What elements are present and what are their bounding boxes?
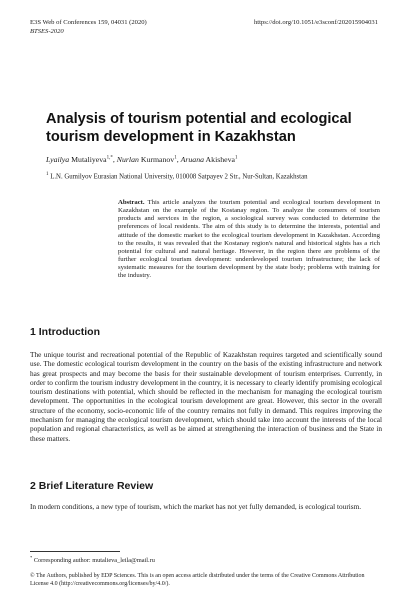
abstract-label: Abstract. <box>118 199 145 206</box>
copyright-notice: © The Authors, published by EDP Sciences. This is an open access article distributed under the terms of the Creative Commons Attribution License 4.0 (http://creativecommons.org/licenses/by/4.0/). <box>30 573 365 587</box>
section-heading-literature-review: 2 Brief Literature Review <box>30 480 154 492</box>
abstract-text: This article analyzes the tourism potential and ecological tourism development in Kazakhstan on the example of the Kostanay region. To analyze the consumers of tourism products and services in the region, a sociological survey was conducted to determine the preferences of local residents. The aim of this study is to determine the interests, potential and attitude of the domestic market to the ecological tourism development in Kazakhstan. According to the results, it was revealed that the Kostanay region's natural and historical sights has a rich potential for cultural and natural heritage. However, in the region there are problems of the further ecological tourism development: underdeveloped tourism infrastructure; the lack of systematic measures for the tourism development by the state body; problems with training for the industry. <box>118 199 380 280</box>
author-first-name: Aruana <box>180 155 205 164</box>
doi-link[interactable]: https://doi.org/10.1051/e3sconf/202015904031 <box>253 19 378 26</box>
footnote <box>30 555 155 564</box>
author-sup: 1,* <box>106 155 113 161</box>
author-first-name: Nurlan <box>116 155 139 164</box>
footnote-text: Corresponding author: mutalieva_leila@mail.ru <box>33 557 155 565</box>
author-sup: 1 <box>174 155 177 161</box>
author-surname: Akisheva <box>205 155 235 164</box>
author-surname: Kurmanov <box>140 155 175 164</box>
section-body-literature-review: In modern conditions, a new type of tourism, which the market has not yet fully demanded, is ecological tourism. <box>30 502 362 511</box>
running-header-left <box>30 19 147 36</box>
footnote-marker: * <box>30 555 33 560</box>
section-body-introduction: The unique tourist and recreational potential of the Republic of Kazakhstan requires targeted and scientifically sound use. The domestic ecological tourism development in the country on the basis of the existing infrastructure and network has great prospects and may become the basis for their sustainable development of tourism enterprises. Currently, in order to confirm the tourism industry development in the country, it is necessary to clearly identify promising ecological tourism destinations with potential, which should be reflected in the mechanism for managing the ecological tourism development. The opportunities in the ecological tourism development are great. However, this sector in the overall structure of the economy, socio-economic life of the country remains not fully in demand. This requires improving the mechanism for managing the ecological tourism development, which should take into account the interests of the local population and regional characteristics, as well as be aimed at strengthening the interaction of business and the State in these matters. <box>30 350 382 443</box>
section-heading-introduction: 1 Introduction <box>30 326 100 338</box>
footnote-divider <box>30 551 120 552</box>
author-surname: Mutaliyeva <box>71 155 107 164</box>
author-list: Lyailya Mutaliyeva$^{1,*}$, Nurlan Kurmanov$^1$, Aruana Akisheva$^1$ <box>46 155 238 164</box>
affiliation-sup: 1 <box>46 172 49 177</box>
conference-name: BTSES-2020 <box>30 27 64 35</box>
affiliation <box>46 172 308 180</box>
author-first-name: Lyailya <box>46 155 70 164</box>
abstract <box>118 199 380 281</box>
article-title: Analysis of tourism potential and ecological tourism development in Kazakhstan <box>46 111 352 145</box>
author-sup: 1 <box>235 155 238 161</box>
affiliation-text: L.N. Gumilyov Eurasian National University, 010008 Satpayev 2 Str., Nur-Sultan, Kazakhstan <box>50 173 308 181</box>
journal-line: E3S Web of Conferences 159, 04031 (2020) <box>30 19 147 26</box>
